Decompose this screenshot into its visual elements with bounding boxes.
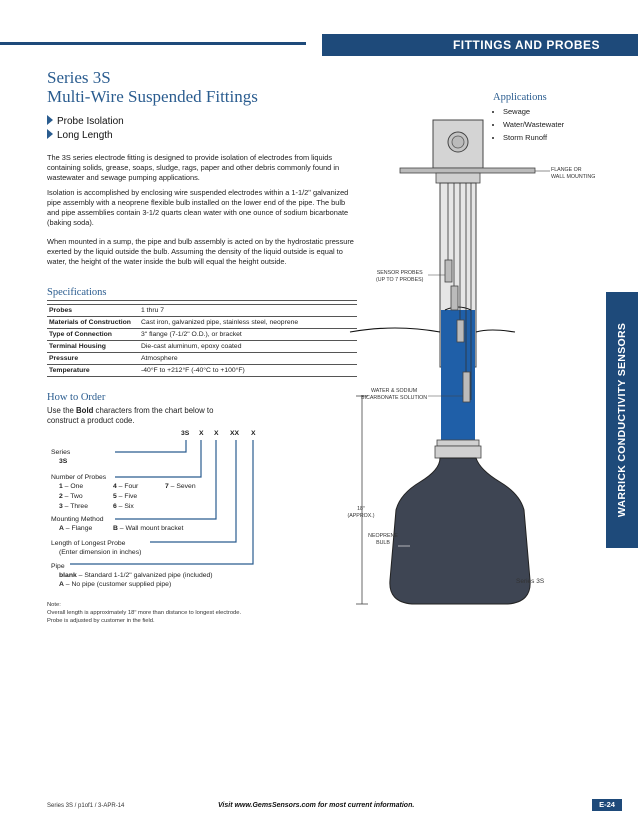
code-probes: X	[199, 430, 204, 437]
table-row	[47, 305, 357, 317]
sensor-probe	[463, 372, 470, 402]
paragraph-mounting: When mounted in a sump, the pipe and bulb assembly is acted on by the hydrostatic pressure exerted by the liquid outside the bulb. Assuming the density of the liquid outside is equal to water, the height of the water inside the bulb will equal the height outside.	[47, 237, 354, 266]
label-line: NEOPRENE	[368, 533, 398, 539]
pipe-option	[59, 580, 171, 589]
side-tab-label: WARRICK CONDUCTIVITY SENSORS	[616, 322, 628, 518]
order-intro	[47, 406, 213, 426]
spec-value: 3ʺ flange (7-1/2ʺ O.D.), or bracket	[139, 329, 357, 341]
probe-code: 3	[59, 503, 63, 510]
table-row	[47, 365, 357, 377]
mounting-option	[113, 524, 183, 533]
label-line: BULB	[376, 539, 390, 546]
label-line: (UP TO 7 PROBES)	[376, 276, 424, 283]
sensor-probe	[451, 286, 458, 310]
pipe-text: – No pipe (customer supplied pipe)	[63, 581, 172, 588]
probe-option	[113, 482, 138, 491]
header-rule	[0, 42, 306, 45]
spec-label: Pressure	[47, 353, 139, 365]
probe-option	[113, 502, 134, 511]
fitting-illustration	[340, 110, 610, 630]
pipe-code: A	[59, 581, 64, 588]
spec-label: Probes	[47, 305, 139, 317]
probe-option	[59, 482, 83, 491]
applications-heading: Applications	[493, 92, 547, 103]
list-item: • Water/Wastewater	[503, 120, 564, 129]
pipe-code: blank	[59, 572, 77, 579]
table-row	[47, 329, 357, 341]
title-series: Series 3S	[47, 68, 111, 87]
probe-option	[165, 482, 196, 491]
order-note	[47, 601, 241, 625]
series-connector	[115, 440, 186, 452]
order-intro-bold: Bold	[76, 406, 94, 415]
section-banner: FITTINGS AND PROBES	[322, 34, 638, 56]
code-length: XX	[230, 430, 240, 437]
probe-code: 6	[113, 503, 117, 510]
title-product: Multi-Wire Suspended Fittings	[47, 87, 258, 106]
spec-value: 1 thru 7	[139, 305, 357, 317]
bulb-collar	[435, 446, 481, 458]
table-row	[47, 317, 357, 329]
mounting-option	[59, 524, 92, 533]
flange-collar	[436, 173, 480, 183]
probes-label: Number of Probes	[51, 474, 107, 481]
probe-option	[59, 492, 83, 501]
probe-option	[59, 502, 88, 511]
label-line: 18ʺ	[357, 506, 365, 512]
mounting-label: Mounting Method	[51, 516, 104, 523]
specifications-heading: Specifications	[47, 287, 107, 298]
mounting-flange	[400, 168, 535, 173]
pipe-label: Pipe	[51, 563, 65, 570]
probe-code: 2	[59, 493, 63, 500]
sensor-probe	[457, 320, 464, 342]
probe-code: 1	[59, 483, 63, 490]
mounting-code: B	[113, 525, 118, 532]
probe-text: – Four	[116, 483, 139, 490]
mounting-text: – Flange	[63, 525, 93, 532]
label-line: WALL MOUNTING	[551, 173, 596, 180]
pipe-text: – Standard 1-1/2ʺ galvanized pipe (included)	[76, 572, 213, 579]
code-series: 3S	[181, 430, 190, 437]
order-intro-text: construct a product code.	[47, 416, 135, 425]
series-value: 3S	[59, 458, 68, 465]
spec-value: Cast iron, galvanized pipe, stainless steel, neoprene	[139, 317, 357, 329]
length-label: Length of Longest Probe	[51, 540, 126, 547]
note-text: Overall length is approximately 18ʺ more than distance to longest electrode.	[47, 610, 242, 616]
feature-item: Long Length	[47, 129, 124, 141]
table-row	[47, 341, 357, 353]
note-text: Probe is adjusted by customer in the field.	[47, 618, 155, 624]
label-line: WATER & SODIUM	[370, 388, 418, 394]
bulb-clamp	[437, 440, 479, 446]
feature-item: Probe Isolation	[47, 115, 124, 127]
figure-caption: Series 3S	[516, 578, 545, 585]
label-line: FLANGE OR	[551, 167, 582, 173]
list-item: • Storm Runoff	[503, 133, 564, 142]
bulb-label	[368, 533, 398, 546]
water-label	[361, 388, 427, 401]
side-tab	[606, 292, 638, 548]
spec-table	[47, 304, 357, 377]
paragraph-isolation: Isolation is accomplished by enclosing wire suspended electrodes within a 1-1/2ʺ galvanized pipe assembly with a neoprene flexible bulb installed on the lower end of the pipe. The bulb and pipe assemblies contain 3-1/2 quarts clean water with one ounce of sodium bicarbonate (baking soda).	[47, 188, 349, 227]
spec-label: Type of Connection	[47, 329, 139, 341]
probes-connector	[115, 440, 201, 477]
spec-label: Materials of Construction	[47, 317, 139, 329]
list-item: • Sewage	[503, 107, 564, 116]
footer-doc-id: Series 3S / p1of1 / 3-APR-14	[47, 803, 125, 809]
conduit-port-inner	[452, 136, 464, 148]
sensor-probe	[445, 260, 452, 282]
dimension-label	[344, 506, 378, 519]
mounting-code: A	[59, 525, 64, 532]
sump-water-line	[350, 328, 515, 332]
probe-text: – Five	[116, 493, 138, 500]
order-heading: How to Order	[47, 392, 106, 403]
probe-code: 5	[113, 493, 117, 500]
probe-text: – Three	[62, 503, 88, 510]
code-mounting: X	[214, 430, 219, 437]
order-intro-text: Use the	[47, 406, 77, 415]
series-label: Series	[51, 449, 71, 456]
mounting-text: – Wall mount bracket	[117, 525, 184, 532]
code-pipe: X	[251, 430, 256, 437]
probe-text: – Six	[116, 503, 134, 510]
flange-label	[551, 167, 595, 180]
spec-label: Terminal Housing	[47, 341, 139, 353]
probe-option	[113, 492, 137, 501]
probe-code: 4	[113, 483, 117, 490]
spec-value: Atmosphere	[139, 353, 357, 365]
table-row	[47, 353, 357, 365]
probe-text: – One	[62, 483, 84, 490]
footer-website[interactable]: Visit www.GemsSensors.com for most current information.	[218, 802, 415, 809]
probe-code: 7	[165, 483, 169, 490]
probe-text: – Seven	[168, 483, 196, 490]
neoprene-bulb	[390, 458, 530, 604]
spec-rule	[47, 300, 357, 301]
paragraph-intro: The 3S series electrode fitting is designed to provide isolation of electrodes from liquids containing solids, grease, soaps, sludge, rags, paper and other debris commonly found in wastewater and sewage pumping applications.	[47, 153, 340, 182]
feature-list	[47, 115, 124, 141]
spec-label: Temperature	[47, 365, 139, 377]
page-number: E-24	[592, 799, 622, 811]
label-line: BICARBONATE SOLUTION	[361, 394, 428, 401]
page-title	[47, 68, 258, 106]
spec-value: -40°F to +212°F (-40°C to +100°F)	[139, 365, 357, 377]
pipe-option	[59, 571, 213, 580]
probe-text: – Two	[62, 493, 83, 500]
order-intro-text: characters from the chart below to	[93, 406, 214, 415]
label-line: (APPROX.)	[347, 512, 375, 519]
label-line: SENSOR PROBES	[376, 270, 423, 276]
probes-label	[376, 270, 423, 283]
length-note: (Enter dimension in inches)	[59, 549, 142, 556]
spec-value: Die-cast aluminum, epoxy coated	[139, 341, 357, 353]
note-label: Note:	[47, 602, 61, 608]
